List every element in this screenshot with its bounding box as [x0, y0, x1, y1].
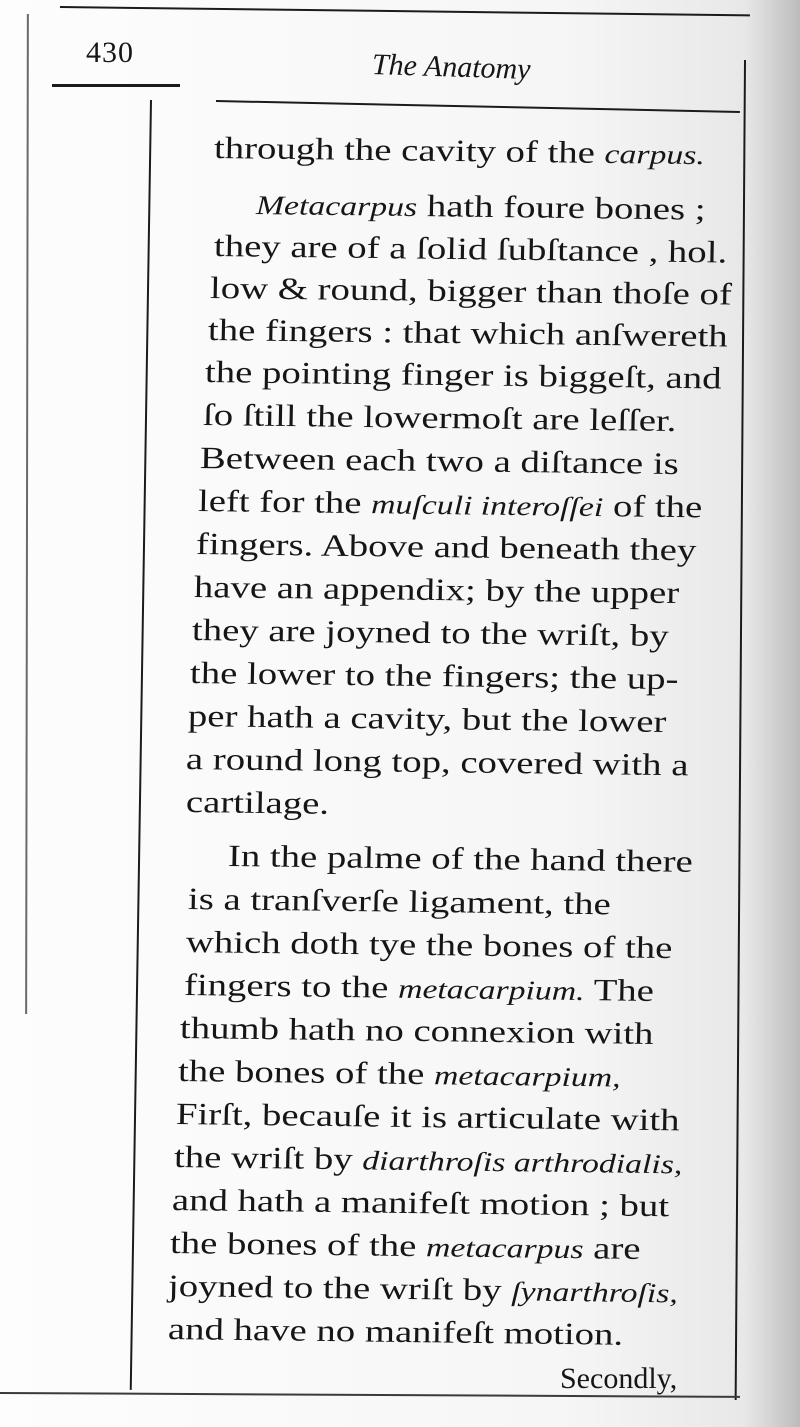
text-run: fingers. Above and beneath they [195, 526, 697, 568]
italic-term: ſynarthroſis, [510, 1276, 679, 1309]
text-run: the pointing finger is biggeſt, and [204, 354, 722, 396]
text-line [205, 352, 722, 398]
text-run: is a tranſverſe ligament, the [187, 881, 612, 922]
text-line [196, 524, 697, 570]
text-run: which doth tye the bones of the [185, 924, 673, 966]
text-run: cartilage. [185, 784, 330, 821]
text-run: thumb hath no connexion with [179, 1010, 654, 1051]
text-line [194, 567, 680, 613]
text-run: ſo ſtill the lowermoſt are leſſer. [202, 397, 677, 438]
text-run: the bones of the [169, 1225, 427, 1264]
text-run: Firſt, becauſe it is articulate with [175, 1096, 680, 1138]
text-line [168, 1309, 624, 1355]
text-line [186, 782, 330, 824]
text-line [190, 653, 679, 699]
text-line [186, 739, 689, 785]
text-run: joyned to the wriſt by [167, 1268, 512, 1308]
text-run: are [583, 1230, 641, 1266]
text-run: through the cavity of the [213, 130, 605, 170]
text-line [228, 836, 694, 882]
italic-term: metacarpus [425, 1232, 584, 1265]
text-line [170, 1223, 641, 1270]
italic-term: carpus. [604, 138, 706, 171]
page-number: 430 [86, 36, 134, 69]
text-run: the bones of the [177, 1053, 435, 1092]
text-line [172, 1180, 670, 1226]
text-line [188, 696, 667, 742]
text-run: and have no manifeſt motion. [167, 1311, 624, 1352]
text-run: the fingers : that which anſwereth [207, 312, 729, 354]
italic-term: metacarpium, [433, 1060, 621, 1093]
catchword: Secondly, [560, 1362, 678, 1395]
text-run: they are of a ſolid ſubſtance , hol. [213, 228, 728, 270]
text-line [200, 438, 680, 484]
italic-term: metacarpium. [397, 973, 585, 1007]
text-line [198, 481, 703, 528]
text-run: of the [602, 488, 703, 525]
text-line [214, 128, 706, 175]
text-line [186, 922, 673, 968]
text-line [176, 1094, 680, 1140]
text-line [184, 965, 655, 1012]
text-line [208, 310, 728, 357]
text-line [210, 268, 733, 315]
text-run: low & round, bigger than thoſe of [209, 270, 733, 312]
text-run: hath foure bones ; [416, 188, 706, 227]
text-line [174, 1137, 683, 1184]
text-line [214, 226, 728, 272]
text-run: a round long top, covered with a [185, 741, 689, 783]
italic-term: muſculi interoſſei [370, 489, 604, 523]
text-run: In the palme of the hand there [227, 838, 694, 879]
text-run: they are joyned to the wriſt, by [191, 612, 670, 653]
text-line [168, 1266, 679, 1313]
text-run: the wriſt by [173, 1139, 363, 1177]
text-run: Between each two a diſtance is [199, 440, 680, 482]
text-line [192, 610, 669, 656]
text-run: left for the [197, 483, 372, 521]
text-run: per hath a cavity, but the lower [187, 698, 667, 740]
text-line [256, 184, 706, 231]
text-run: have an appendix; by the upper [193, 569, 680, 611]
text-run: The [584, 972, 655, 1008]
text-line [188, 879, 612, 924]
text-line [203, 395, 677, 441]
text-run: fingers to the [183, 967, 399, 1005]
text-run: and hath a manifeſt motion ; but [171, 1182, 670, 1224]
text-line [180, 1008, 654, 1054]
text-line [178, 1051, 621, 1098]
italic-term: Metacarpus [255, 190, 418, 223]
text-run: the lower to the fingers; the up- [189, 655, 679, 697]
italic-term: diarthroſis arthrodialis, [362, 1145, 683, 1180]
running-head: The Anatomy [371, 48, 532, 86]
